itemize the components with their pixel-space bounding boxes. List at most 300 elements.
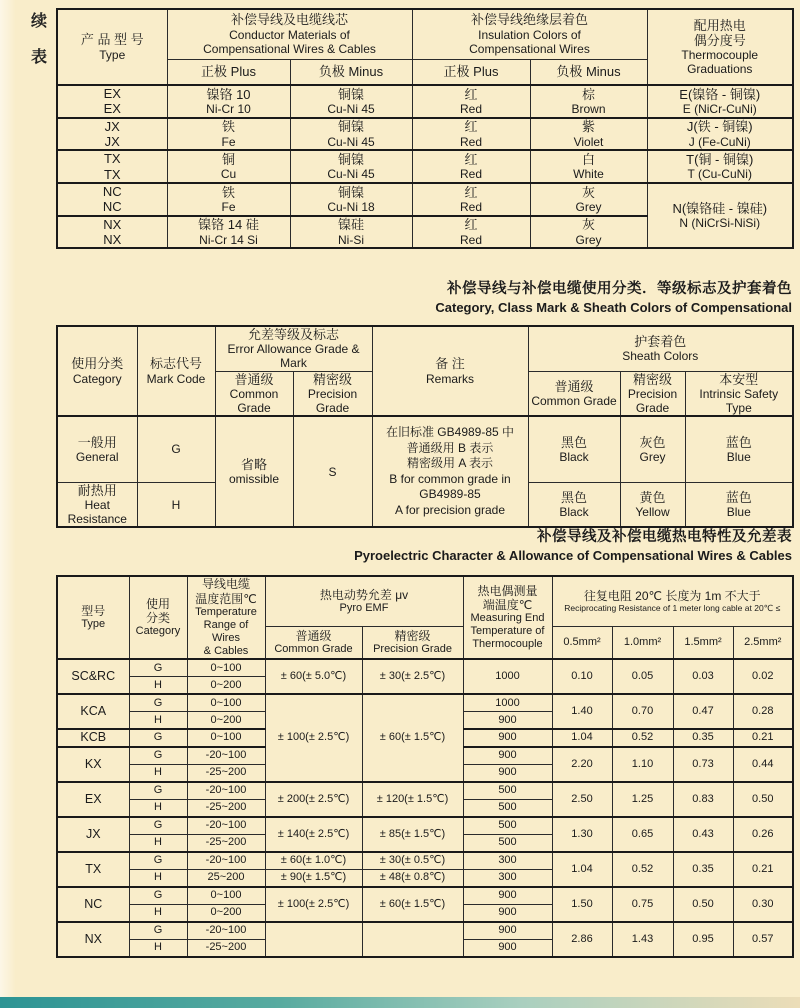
header-temperature-range [187, 576, 265, 659]
table-cell [265, 869, 362, 887]
table-cell [733, 694, 793, 729]
table-row [57, 659, 793, 677]
cell-line: 精密级 [632, 371, 672, 387]
cell-line: Cu-Ni 45 [327, 167, 375, 182]
table-cell [362, 694, 463, 782]
cell-line: Fe [221, 199, 236, 214]
table-cell [362, 817, 463, 852]
table-cell [187, 922, 265, 940]
cell-line: 温度范围℃ [195, 591, 257, 606]
cell-line: Remarks [425, 371, 474, 386]
cell-line: Measuring End [470, 612, 545, 625]
table-cell [129, 939, 187, 957]
cell-line: Thermocouple [472, 638, 543, 651]
category-sheath-table [56, 325, 794, 528]
cell-line: H [154, 836, 162, 849]
table-cell [733, 659, 793, 694]
cell-line: 0~100 [210, 696, 242, 709]
cell-line: 0.35 [692, 731, 714, 744]
type-cell [57, 694, 129, 729]
cell-line: 500 [498, 784, 517, 797]
cell-line: 补偿导线及电缆线芯 [230, 12, 348, 28]
type-cell [57, 216, 167, 249]
table-cell [647, 85, 793, 118]
table-cell [362, 922, 463, 957]
cell-line: 标志代号 [149, 356, 202, 372]
table-cell [463, 852, 552, 870]
table-cell [463, 694, 552, 712]
table-cell [528, 371, 620, 416]
cell-line: 铁 [221, 119, 235, 135]
cell-line: 1000 [495, 696, 520, 709]
table-cell [463, 799, 552, 817]
cell-line: 0.02 [752, 670, 774, 683]
table-cell [265, 852, 362, 870]
cell-line: 0.73 [692, 757, 714, 770]
table-cell [129, 747, 187, 765]
header-error-allowance [215, 326, 372, 371]
cell-line: Red [459, 199, 482, 214]
table-cell [187, 887, 265, 905]
table-cell [187, 904, 265, 922]
table-cell [129, 922, 187, 940]
cell-line: N (NiCrSi-NiSi) [679, 216, 761, 231]
header-thermocouple-graduations [647, 9, 793, 85]
cell-line: -20~100 [205, 784, 247, 797]
cell-line: 负极 Minus [318, 64, 384, 80]
table-cell [265, 659, 362, 694]
cell-line: 灰色 [639, 434, 666, 450]
table-row [57, 922, 793, 940]
table-cell [733, 852, 793, 887]
table-cell [265, 782, 362, 817]
cell-line: 导线电缆 [201, 577, 250, 592]
cell-line: 500 [498, 836, 517, 849]
cell-line: 1.50 [571, 897, 593, 910]
table-cell [463, 904, 552, 922]
cell-line: 0.70 [631, 705, 654, 718]
cell-line: 备 注 [435, 356, 465, 372]
bottom-accent-bar [0, 997, 800, 1008]
header-category [57, 326, 137, 416]
cell-line: 900 [498, 731, 517, 744]
table-cell [612, 782, 673, 817]
cell-line: 300 [498, 854, 517, 867]
cell-line: 铜镍 [337, 86, 364, 102]
cell-line: 镍铬 10 [206, 86, 251, 102]
table-cell [265, 626, 362, 659]
cell-line: 900 [498, 924, 517, 937]
table-cell [57, 482, 137, 527]
cell-line: 2.5mm² [744, 635, 782, 648]
cell-line: 0.83 [692, 792, 714, 805]
table-cell [265, 887, 362, 922]
cell-line: 使用分类 [71, 356, 124, 372]
cell-line: J(铁 - 铜镍) [686, 119, 753, 135]
cell-line: 热电动势允差 μv [319, 587, 409, 602]
table-cell [463, 712, 552, 730]
cell-line: 黑色 [560, 434, 587, 450]
cell-line: ± 120(± 1.5℃) [376, 792, 449, 805]
cell-line: 红 [464, 217, 478, 233]
table-cell [647, 150, 793, 183]
cell-line: H [154, 766, 162, 779]
cell-line: 2.86 [571, 932, 593, 945]
type-cell [57, 922, 129, 957]
table-cell [552, 782, 612, 817]
table-cell [187, 677, 265, 695]
cell-line: Category [135, 625, 181, 638]
table-cell [552, 626, 612, 659]
cell-line: 红 [464, 151, 478, 167]
table-cell [129, 729, 187, 747]
cell-line: Precision Grade [307, 386, 358, 416]
cell-line: 红 [464, 86, 478, 102]
cell-line: 镍铬 14 硅 [198, 217, 259, 233]
cell-line: EX [103, 101, 121, 117]
table-row [57, 887, 793, 905]
table-cell [463, 729, 552, 747]
header-insulation-plus [412, 59, 530, 85]
table-cell [552, 817, 612, 852]
cell-line: -20~100 [205, 749, 247, 762]
cell-line: G [153, 924, 163, 937]
cell-line: Red [459, 167, 482, 182]
cell-line: 热电偶测量 [477, 583, 538, 598]
section-title-category-sheath [56, 279, 792, 317]
table-cell [129, 677, 187, 695]
header-sheath-colors [528, 326, 793, 371]
cell-line: 1000 [495, 670, 520, 683]
cell-line: Fe [221, 134, 236, 149]
table-cell [129, 712, 187, 730]
table-cell [129, 887, 187, 905]
cell-line: NC [84, 896, 103, 911]
table-cell [463, 659, 552, 694]
table-cell [129, 659, 187, 677]
type-cell [57, 782, 129, 817]
table-cell [673, 922, 733, 957]
table-cell [167, 183, 290, 216]
cell-line: H [154, 906, 162, 919]
header-conductor-minus [290, 59, 412, 85]
cell-line: 省略 [240, 457, 267, 473]
cell-line: G [153, 889, 163, 902]
table-cell [733, 626, 793, 659]
cell-line: 铜 [221, 151, 235, 167]
cell-line: Error Allowance Grade & Mark [227, 342, 360, 371]
table-cell [647, 183, 793, 248]
header-category [129, 576, 187, 659]
table-row [57, 817, 793, 835]
table-cell [167, 118, 290, 151]
table-cell [290, 118, 412, 151]
cell-line: N(镍铬硅 - 镍硅) [672, 200, 768, 216]
conductor-insulation-table [56, 8, 794, 249]
cell-line: 0.5mm² [563, 635, 601, 648]
cell-line: 2.20 [571, 757, 593, 770]
cell-line: Type [99, 47, 126, 62]
header-measuring-end-temp [463, 576, 552, 659]
cell-line: Reciprocating Resistance of 1 meter long cable at 20℃ ≤ [564, 603, 781, 614]
cell-line: G [153, 749, 163, 762]
table-cell [129, 782, 187, 800]
table-cell [167, 85, 290, 118]
table-cell [463, 782, 552, 800]
cell-line: KX [84, 756, 102, 771]
cell-line: -25~200 [205, 836, 247, 849]
table-cell [463, 834, 552, 852]
cell-line: 一般用 [77, 434, 117, 450]
table-cell [552, 852, 612, 887]
cell-line: ± 60(± 5.0℃) [280, 670, 347, 683]
cell-line: H [154, 801, 162, 814]
cell-line: 普通级 [554, 378, 594, 394]
cell-line: 1.0mm² [623, 635, 662, 648]
cell-line: 偶分度号 [693, 32, 746, 48]
table-row [57, 326, 793, 371]
cell-line: 型号 [81, 603, 106, 618]
cell-line: Temperature [195, 605, 257, 618]
table-cell [620, 371, 685, 416]
table-row [57, 694, 793, 712]
cell-line: Brown [571, 101, 606, 116]
cell-line: Category [72, 371, 122, 386]
cell-line: 分类 [145, 611, 170, 626]
type-cell [57, 85, 167, 118]
table-row [57, 782, 793, 800]
table-row [57, 85, 793, 118]
cell-line: 精密级 [394, 628, 431, 643]
table-cell [552, 694, 612, 729]
table-cell [673, 852, 733, 887]
cell-line: GB4989-85 [419, 487, 481, 502]
table-row [57, 9, 793, 59]
header-product-type [57, 9, 167, 85]
cell-line: JX [104, 118, 120, 134]
cell-line: ± 200(± 2.5℃) [277, 792, 350, 805]
cell-line: ± 100(± 2.5℃) [277, 897, 350, 910]
table-cell [137, 416, 215, 482]
cell-line: G [153, 854, 163, 867]
cell-line: 900 [498, 713, 517, 726]
cell-line: 往复电阻 20℃ 长度为 1m 不大于 [583, 589, 761, 604]
table-cell [129, 852, 187, 870]
cell-line: omissible [228, 472, 279, 487]
type-cell [57, 887, 129, 922]
cell-line: Heat Resistance [67, 498, 127, 527]
table-cell [412, 118, 530, 151]
table-cell [673, 817, 733, 852]
type-cell [57, 118, 167, 151]
cell-line: 精密级用 A 表示 [406, 456, 493, 471]
cell-line: ± 60(± 1.5℃) [379, 731, 446, 744]
cell-line: NX [84, 931, 102, 946]
cell-line: 0.05 [631, 670, 654, 683]
cell-line: 正极 Plus [443, 64, 499, 80]
cell-line: Ni-Cr 14 Si [199, 232, 258, 247]
cell-line: 0.44 [752, 757, 774, 770]
table-cell [612, 922, 673, 957]
table-cell [552, 747, 612, 782]
table-cell [290, 216, 412, 249]
cell-line: 0~200 [210, 713, 242, 726]
table-cell [552, 922, 612, 957]
cell-line: 0.50 [692, 897, 714, 910]
cell-line: 0.43 [692, 827, 714, 840]
cell-line: 黄色 [639, 489, 666, 505]
cell-line: 500 [498, 819, 517, 832]
table-cell [620, 416, 685, 482]
cell-line: 900 [498, 906, 517, 919]
table-cell [463, 764, 552, 782]
cell-line: H [154, 941, 162, 954]
table-cell [647, 118, 793, 151]
table-cell [612, 659, 673, 694]
cell-line: 2.50 [571, 792, 593, 805]
cell-line: Cu-Ni 18 [327, 199, 375, 214]
cell-line: ± 140(± 2.5℃) [277, 827, 350, 840]
section-title-pyroelectric-zh: 补偿导线及补偿电缆热电特性及允差表 [537, 529, 792, 545]
cell-line: -25~200 [205, 801, 247, 814]
cell-line: 白 [581, 151, 595, 167]
table-cell [362, 887, 463, 922]
table-cell [733, 729, 793, 747]
table-cell [187, 659, 265, 677]
table-cell [293, 416, 372, 527]
table-cell [129, 834, 187, 852]
cell-line: G [153, 696, 163, 709]
cell-line: ± 60(± 1.0℃) [280, 854, 347, 867]
cell-line: 本安型 [719, 371, 759, 387]
cell-line: Red [459, 134, 482, 149]
cell-line: NX [103, 216, 122, 232]
cell-line: G [153, 661, 163, 674]
cell-line: 1.30 [571, 827, 593, 840]
cell-line: 0.03 [692, 670, 714, 683]
cell-line: 补偿导线绝缘层着色 [470, 12, 588, 28]
cell-line: -20~100 [205, 854, 247, 867]
type-cell [57, 729, 129, 747]
continued-char-2: 表 [30, 49, 47, 66]
cell-line: ± 30(± 0.5℃) [379, 854, 446, 867]
table-cell [412, 85, 530, 118]
cell-line: H [171, 497, 181, 512]
cell-line: G [171, 442, 181, 457]
cell-line: 1.5mm² [684, 635, 722, 648]
cell-line: 耐热用 [77, 482, 117, 498]
cell-line: 铜镍 [337, 119, 364, 135]
table-cell [57, 416, 137, 482]
table-cell [528, 482, 620, 527]
table-cell [552, 887, 612, 922]
cell-line: B for common grade in [389, 471, 511, 486]
cell-line: Range of Wires [203, 618, 249, 644]
cell-line: Compensational Wires [469, 41, 590, 56]
table-cell [733, 747, 793, 782]
section-title-pyroelectric-en: Pyroelectric Character & Allowance of Compensational Wires & Cables [354, 548, 792, 563]
table-cell [685, 416, 793, 482]
cell-line: 500 [498, 801, 517, 814]
cell-line: Temperature of [470, 625, 545, 638]
cell-line: TX [103, 151, 121, 167]
table-cell [187, 712, 265, 730]
cell-line: 灰 [581, 217, 595, 233]
cell-line: -25~200 [205, 766, 247, 779]
cell-line: KCA [80, 704, 107, 719]
table-cell [187, 834, 265, 852]
header-insulation-colors [412, 9, 647, 59]
cell-line: T (Cu-CuNi) [687, 167, 752, 182]
cell-line: 0.35 [692, 862, 714, 875]
cell-line: -20~100 [205, 819, 247, 832]
cell-line: Thermocouple [681, 48, 759, 63]
cell-line: Compensational Wires & Cables [203, 41, 376, 56]
table-cell [463, 922, 552, 940]
cell-line: 产 品 型 号 [80, 32, 144, 48]
table-cell [362, 659, 463, 694]
table-cell [265, 817, 362, 852]
cell-line: Yellow [635, 505, 670, 520]
cell-line: 正极 Plus [201, 64, 256, 80]
cell-line: 1.04 [571, 862, 593, 875]
cell-line: & Cables [203, 644, 249, 657]
cell-line: 配用热电 [693, 17, 746, 33]
table-cell [293, 371, 372, 416]
table-row [57, 150, 793, 183]
cell-line: 0.47 [692, 705, 714, 718]
cell-line: 允差等级及标志 [247, 327, 339, 342]
cell-line: Grey [575, 199, 602, 214]
table-cell [187, 799, 265, 817]
cell-line: Blue [726, 505, 751, 520]
category-sheath-table-container [56, 325, 792, 528]
table-row [57, 183, 793, 216]
table-cell [612, 747, 673, 782]
cell-line: -25~200 [205, 941, 247, 954]
table-cell [620, 482, 685, 527]
cell-line: Black [559, 450, 589, 465]
table-row [57, 416, 793, 482]
table-row [57, 852, 793, 870]
section-title-category-sheath-zh: 补偿导线与补偿电缆使用分类．等级标志及护套着色 [447, 281, 792, 297]
table-cell [187, 782, 265, 800]
section-title-category-sheath-en: Category, Class Mark & Sheath Colors of Compensational [435, 300, 792, 315]
header-type [57, 576, 129, 659]
cell-line: J (Fe-CuNi) [688, 134, 751, 149]
table-cell [187, 747, 265, 765]
cell-line: 0.95 [692, 932, 714, 945]
table-cell [612, 626, 673, 659]
table-cell [530, 183, 647, 216]
table-cell [290, 85, 412, 118]
table-cell [290, 150, 412, 183]
cell-line: 使用 [145, 596, 170, 611]
cell-line: 紫 [581, 119, 595, 135]
cell-line: G [153, 731, 163, 744]
header-remarks [372, 326, 528, 416]
table-cell [530, 216, 647, 249]
table-cell [187, 939, 265, 957]
left-edge-fade [0, 0, 16, 1008]
table-cell [685, 482, 793, 527]
cell-line: 0.26 [752, 827, 774, 840]
cell-line: Cu-Ni 45 [327, 134, 375, 149]
cell-line: 普通级用 B 表示 [406, 440, 494, 455]
cell-line: 0~100 [210, 731, 242, 744]
cell-line: Common Grade [531, 394, 617, 409]
cell-line: 0.75 [631, 897, 654, 910]
